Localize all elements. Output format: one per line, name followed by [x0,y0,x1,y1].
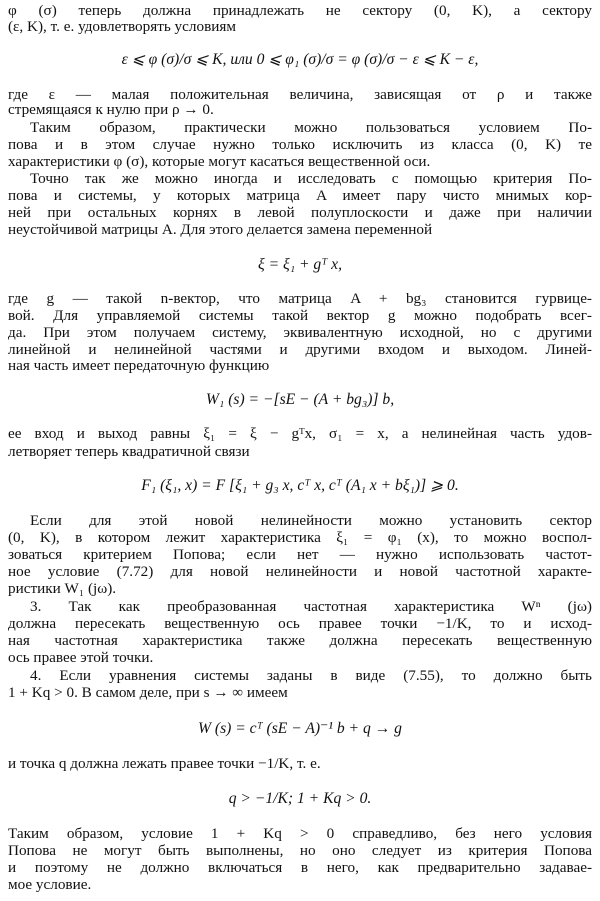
text-line: где ε — малая положительная величина, зависящая от ρ и также [8,86,592,103]
equation: q > −1/K; 1 + Kq > 0. [228,790,372,807]
text-line: и поэтому не должно включаться в него, как предварительно задавае- [8,859,592,876]
text-line: где g — такой n-вектор, что матрица A + bg₃ становится гурвице- [8,290,592,307]
text-line: неустойчивой матрицы A. Для этого делается замена переменной [8,221,433,238]
text-line: ристики W₁ (jω). [8,580,117,597]
text-line: φ (σ) теперь должна принадлежать не сектору (0, K), а сектору [8,2,592,19]
text-line: Таким образом, практически можно пользоваться условием По- [30,119,592,136]
text-line: да. При этом получаем систему, эквивалентную исходной, но с другими [8,324,592,341]
text-line: 1 + Kq > 0. В самом деле, при s → ∞ имеем [8,684,288,701]
text-line: пова и в этом случае нужно только исключить из класса (0, K) те [8,136,592,153]
text-line: и точка q должна лежать правее точки −1/K, т. е. [8,755,321,772]
text-line: ней при остальных корнях в левой полуплоскости и даже при наличии [8,204,592,221]
text-line: ее вход и выход равны ξ₁ = ξ − gᵀx, σ₁ = x, а нелинейная часть удов- [8,425,592,442]
equation: ξ = ξ₁ + gᵀ x, [258,256,342,273]
text-line: ная частотная характеристика также должна пересекать вещественную [8,632,592,649]
text-line: 3. Так как преобразованная частотная характеристика Wⁿ (jω) [30,598,592,615]
text-line: Попова не могут быть выполнены, но оно следует из критерия Попова [8,842,592,859]
text-line: Если для этой новой нелинейности можно установить сектор [30,512,592,529]
text-line: вой. Для управляемой системы такой вектор g можно подобрать всег- [8,307,592,324]
text-line: мое условие. [8,876,92,893]
text-line: (ε, K), т. е. удовлетворять условиям [8,18,236,35]
text-line: (0, K), в котором лежит характеристика ξ₁ = φ₁ (x), то можно воспол- [8,529,592,546]
text-line: должна пересекать вещественную ось правее точки −1/K, то и исход- [8,615,592,632]
text-line: линейной и нелинейной частями и другими входом и выходом. Линей- [8,341,592,358]
text-line: пова и системы, у которых матрица A имеет пару чисто мнимых кор- [8,187,592,204]
text-line: ось правее этой точки. [8,649,154,666]
equation: ε ⩽ φ (σ)/σ ⩽ K, или 0 ⩽ φ₁ (σ)/σ = φ (σ)/σ − ε ⩽ K − ε, [121,51,479,68]
text-line: летворяет теперь квадратичной связи [8,443,250,460]
text-line: стремящаяся к нулю при ρ → 0. [8,101,214,118]
text-line: ное условие (7.72) для новой нелинейности и новой частотной характе- [8,563,592,580]
text-line: характеристики φ (σ), которые могут касаться вещественной оси. [8,153,431,170]
equation: F₁ (ξ₁, x) = F [ξ₁ + g₃ x, cᵀ x, cᵀ (A₁ x + bξ₁)] ⩾ 0. [141,477,459,494]
text-line: зоваться критерием Попова; если нет — нужно использовать частот- [8,546,592,563]
text-line: ная часть имеет передаточную функцию [8,357,270,374]
text-line: 4. Если уравнения системы заданы в виде (7.55), то должно быть [30,667,592,684]
equation: W₁ (s) = −[sE − (A + bg₃)] b, [205,391,395,408]
text-line: Точно так же можно иногда и исследовать с помощью критерия По- [30,170,592,187]
equation: W (s) = cᵀ (sE − A)⁻¹ b + q → g [198,720,402,737]
text-line: Таким образом, условие 1 + Kq > 0 справедливо, без него условия [8,825,592,842]
